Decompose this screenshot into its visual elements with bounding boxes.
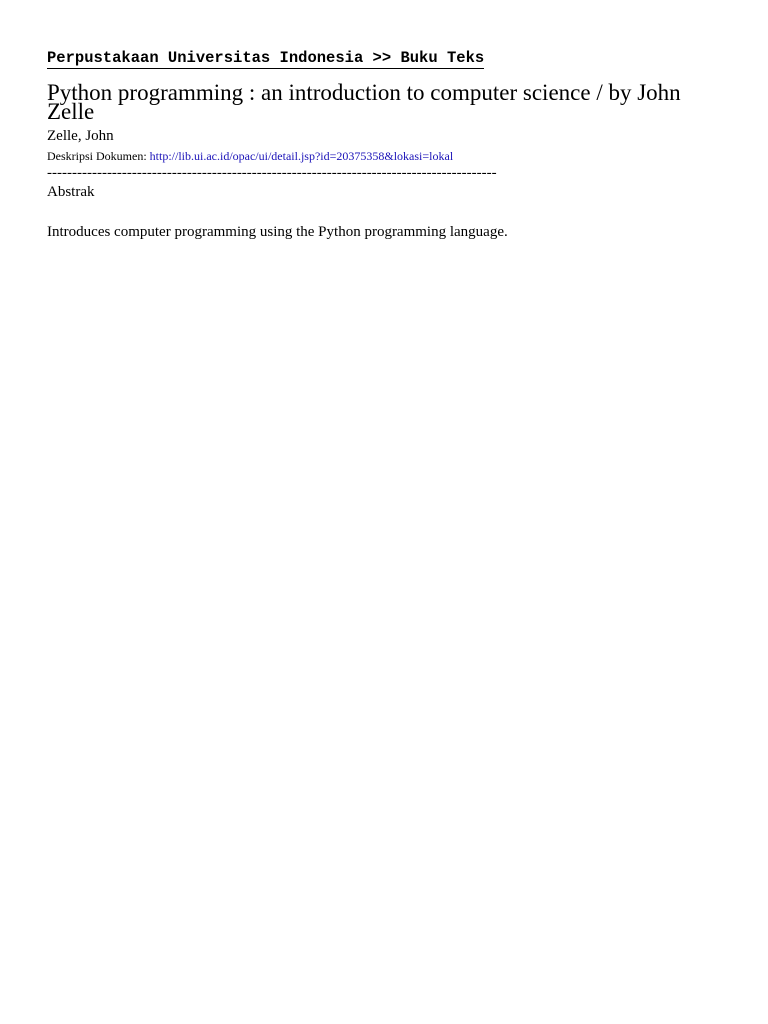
- dashed-divider: ------------------------------------------------------------------------------------------: [47, 165, 497, 181]
- abstract-text: Introduces computer programming using the Python programming language.: [47, 224, 508, 240]
- breadcrumb-link[interactable]: Perpustakaan Universitas Indonesia >> Buku Teks: [47, 49, 485, 67]
- description-url-link[interactable]: http://lib.ui.ac.id/opac/ui/detail.jsp?id=20375358&lokasi=lokal: [149, 149, 454, 163]
- document-author: Zelle, John: [47, 128, 114, 144]
- description-label: Deskripsi Dokumen:: [47, 149, 150, 163]
- description-line: [47, 148, 453, 164]
- abstract-heading: Abstrak: [47, 184, 95, 200]
- document-title: Python programming : an introduction to computer science / by John Zelle: [47, 80, 681, 124]
